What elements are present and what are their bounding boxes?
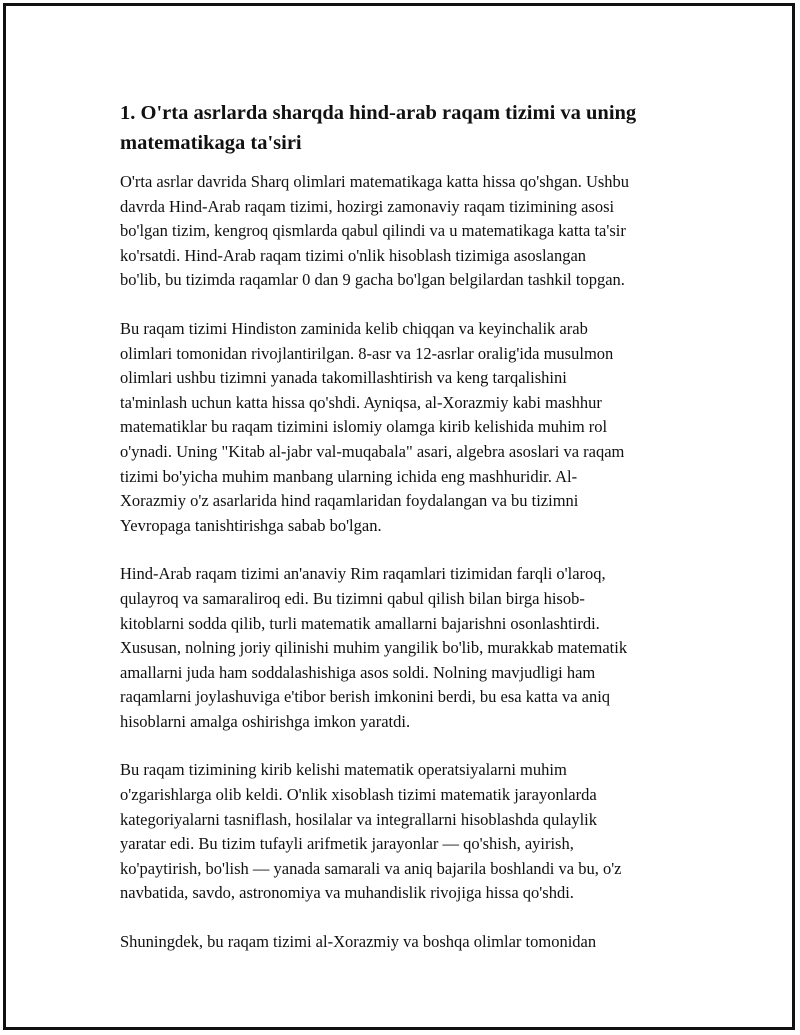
text-line: yaratar edi. Bu tizim tufayli arifmetik jarayonlar — qo'shish, ayirish,	[120, 834, 574, 854]
text-line: olimlari ushbu tizimni yanada takomillashtirish va keng tarqalishini	[120, 368, 567, 388]
text-line: navbatida, savdo, astronomiya va muhandislik rivojiga hissa qo'shdi.	[120, 883, 574, 903]
text-line: kategoriyalarni tasniflash, hosilalar va integrallarni hisoblashda qulaylik	[120, 809, 597, 829]
text-line: Bu raqam tizimi Hindiston zaminida kelib chiqqan va keyinchalik arab	[120, 318, 588, 338]
text-line: o'zgarishlarga olib keldi. O'nlik xisoblash tizimi matematik jarayonlarda	[120, 785, 597, 805]
paragraph-2	[120, 317, 700, 538]
text-line: raqamlarni joylashuviga e'tibor berish imkonini berdi, bu esa katta va aniq	[120, 687, 611, 707]
text-line: qulayroq va samaraliroq edi. Bu tizimni qabul qilish bilan birga hisob-	[120, 588, 585, 608]
text-line: Bu raqam tizimining kirib kelishi matematik operatsiyalarni muhim	[120, 760, 567, 780]
page-frame	[3, 3, 795, 1030]
text-line: bo'lgan tizim, kengroq qismlarda qabul qilindi va u matematikaga katta ta'sir	[120, 221, 626, 241]
text-line: amallarni juda ham soddalashishiga asos soldi. Nolning mavjudligi ham	[120, 662, 596, 682]
text-line: tizimi bo'yicha muhim manbang ularning ichida eng mashhuridir. Al-	[120, 466, 578, 486]
paragraph-5	[120, 930, 700, 955]
text-line: davrda Hind-Arab raqam tizimi, hozirgi zamonaviy raqam tizimining asosi	[120, 196, 615, 216]
text-line: Shuningdek, bu raqam tizimi al-Xorazmiy va boshqa olimlar tomonidan	[120, 932, 597, 952]
document-body	[120, 98, 700, 979]
text-line: ko'paytirish, bo'lish — yanada samarali va aniq bajarila boshlandi va bu, o'z	[120, 858, 622, 878]
text-line: Hind-Arab raqam tizimi an'anaviy Rim raqamlari tizimidan farqli o'laroq,	[120, 564, 606, 584]
text-line: o'ynadi. Uning "Kitab al-jabr val-muqabala" asari, algebra asoslari va raqam	[120, 441, 625, 461]
text-line: matematiklar bu raqam tizimini islomiy olamga kirib kelishida muhim rol	[120, 417, 608, 437]
heading-line: matematikaga ta'siri	[120, 132, 302, 154]
paragraph-1	[120, 170, 700, 293]
text-line: Yevropaga tanishtirishga sabab bo'lgan.	[120, 515, 382, 535]
text-line: ta'minlash uchun katta hissa qo'shdi. Ayniqsa, al-Xorazmiy kabi mashhur	[120, 392, 602, 412]
section-heading	[120, 98, 700, 158]
text-line: olimlari tomonidan rivojlantirilgan. 8-asr va 12-asrlar oralig'ida musulmon	[120, 343, 614, 363]
heading-line: 1. O'rta asrlarda sharqda hind-arab raqam tizimi va uning	[120, 102, 637, 124]
text-line: Xususan, nolning joriy qilinishi muhim yangilik bo'lib, murakkab matematik	[120, 638, 628, 658]
text-line: ko'rsatdi. Hind-Arab raqam tizimi o'nlik hisoblash tizimiga asoslangan	[120, 245, 587, 265]
text-line: bo'lib, bu tizimda raqamlar 0 dan 9 gacha bo'lgan belgilardan tashkil topgan.	[120, 270, 625, 290]
text-line: hisoblarni amalga oshirishga imkon yaratdi.	[120, 711, 411, 731]
text-line: O'rta asrlar davrida Sharq olimlari matematikaga katta hissa qo'shgan. Ushbu	[120, 172, 630, 191]
paragraph-3	[120, 562, 700, 734]
paragraph-4	[120, 758, 700, 906]
text-line: kitoblarni sodda qilib, turli matematik amallarni bajarishni osonlashtirdi.	[120, 613, 600, 633]
text-line: Xorazmiy o'z asarlarida hind raqamlaridan foydalangan va bu tizimni	[120, 491, 579, 511]
